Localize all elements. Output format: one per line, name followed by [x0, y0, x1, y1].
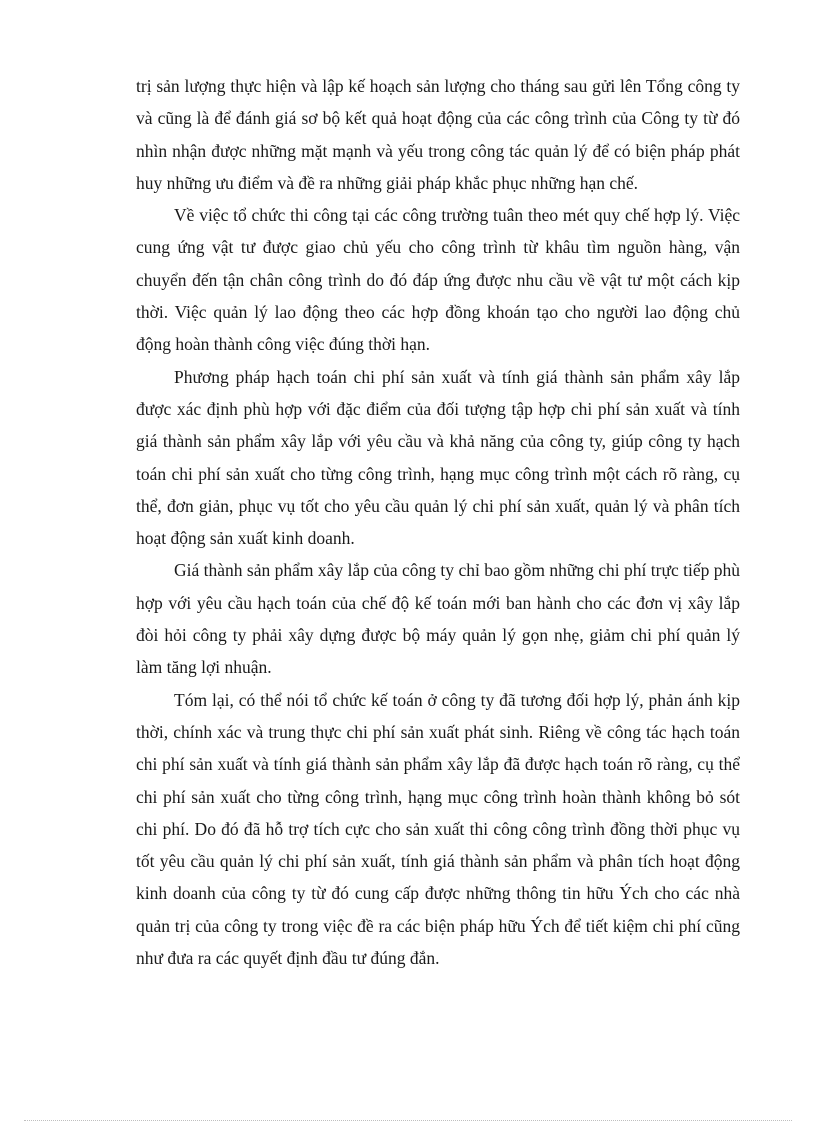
- page-bottom-divider: [24, 1120, 792, 1121]
- paragraph-3: Phương pháp hạch toán chi phí sản xuất và tính giá thành sản phẩm xây lắp được xác định phù hợp với đặc điểm của đối tượng tập hợp chi phí sản xuất và tính giá thành sản phẩm xây lắp với yêu cầu và khả năng của công ty, giúp công ty hạch toán chi phí sản xuất cho từng công trình, hạng mục công trình một cách rõ ràng, cụ thể, đơn giản, phục vụ tốt cho yêu cầu quản lý chi phí sản xuất, quản lý và phân tích hoạt động sản xuất kinh doanh.: [136, 366, 740, 549]
- document-body: [136, 70, 740, 974]
- paragraph-2: Về việc tổ chức thi công tại các công trường tuân theo mét quy chế hợp lý. Việc cung ứng vật tư được giao chủ yếu cho công trình từ khâu tìm nguồn hàng, vận chuyển đến tận chân công trình do đó đáp ứng được nhu cầu về vật tư một cách kịp thời. Việc quản lý lao động theo các hợp đồng khoán tạo cho người lao động chủ động hoàn thành công việc đúng thời hạn.: [136, 205, 740, 355]
- paragraph-4: Giá thành sản phẩm xây lắp của công ty chỉ bao gồm những chi phí trực tiếp phù hợp với yêu cầu hạch toán của chế độ kế toán mới ban hành cho các đơn vị xây lắp đòi hỏi công ty phải xây dựng được bộ máy quản lý gọn nhẹ, giảm chi phí quản lý làm tăng lợi nhuận.: [136, 560, 740, 678]
- paragraph-5: Tóm lại, có thể nói tổ chức kế toán ở công ty đã tương đối hợp lý, phản ánh kịp thời, chính xác và trung thực chi phí sản xuất phát sinh. Riêng về công tác hạch toán chi phí sản xuất và tính giá thành sản phẩm xây lắp đã được hạch toán rõ ràng, cụ thể chi phí sản xuất cho từng công trình, hạng mục công trình hoàn thành không bỏ sót chi phí. Do đó đã hỗ trợ tích cực cho sản xuất thi công công trình đồng thời phục vụ tốt yêu cầu quản lý chi phí sản xuất, tính giá thành sản phẩm và phân tích hoạt động kinh doanh của công ty từ đó cung cấp được những thông tin hữu Ých cho các nhà quản trị của công ty trong việc đề ra các biện pháp hữu Ých để tiết kiệm chi phí cũng như đưa ra các quyết định đầu tư đúng đắn.: [136, 689, 740, 969]
- paragraph-1: trị sản lượng thực hiện và lập kế hoạch sản lượng cho tháng sau gửi lên Tổng công ty và cũng là để đánh giá sơ bộ kết quả hoạt động của các công trình của Công ty từ đó nhìn nhận được những mặt mạnh và yếu trong công tác quản lý để có biện pháp phát huy những ưu điểm và đề ra những giải pháp khắc phục những hạn chế.: [136, 76, 740, 193]
